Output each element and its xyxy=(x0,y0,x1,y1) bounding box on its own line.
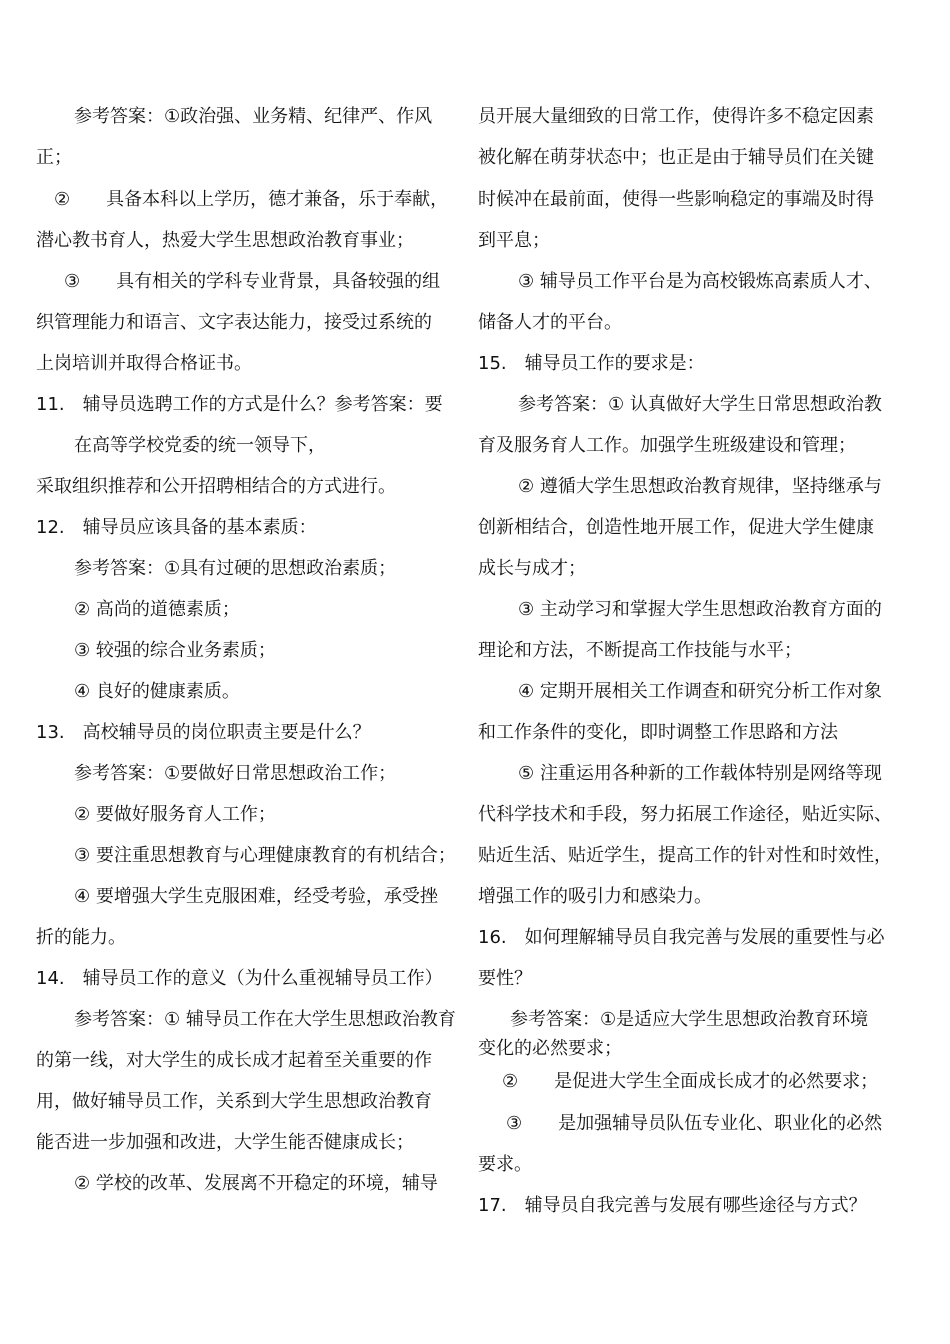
text-line: 用，做好辅导员工作，关系到大学生思想政治教育 xyxy=(36,1091,432,1112)
text-line: 潜心教书育人，热爱大学生思想政治教育事业； xyxy=(36,230,414,251)
text-line: 被化解在萌芽状态中；也正是由于辅导员们在关键 xyxy=(478,147,874,168)
text-line: 时候冲在最前面，使得一些影响稳定的事端及时得 xyxy=(478,189,874,210)
text-line: ③ 是加强辅导员队伍专业化、职业化的必然 xyxy=(506,1113,883,1134)
text-line: 代科学技术和手段，努力拓展工作途径，贴近实际、 xyxy=(478,804,892,825)
text-line: ③ 要注重思想教育与心理健康教育的有机结合； xyxy=(74,845,456,866)
text-line: 员开展大量细致的日常工作，使得许多不稳定因素 xyxy=(478,106,874,127)
text-line: 储备人才的平台。 xyxy=(478,312,622,333)
text-line: ③ 辅导员工作平台是为高校锻炼高素质人才、 xyxy=(518,271,882,292)
text-line: 正； xyxy=(36,147,72,168)
text-line: 参考答案：① 辅导员工作在大学生思想政治教育 xyxy=(74,1009,456,1030)
text-line: ② 遵循大学生思想政治教育规律，坚持继承与 xyxy=(518,476,882,497)
text-line: ④ 定期开展相关工作调查和研究分析工作对象 xyxy=(518,681,882,702)
question-heading: 16. 如何理解辅导员自我完善与发展的重要性与必 xyxy=(478,927,885,948)
text-line: 创新相结合，创造性地开展工作，促进大学生健康 xyxy=(478,517,874,538)
text-line: ② 高尚的道德素质； xyxy=(74,599,240,620)
text-line: ② 是促进大学生全面成长成才的必然要求； xyxy=(502,1071,879,1092)
text-line: 参考答案：① 认真做好大学生日常思想政治教 xyxy=(518,394,882,415)
text-line: 贴近生活、贴近学生，提高工作的针对性和时效性， xyxy=(478,845,892,866)
text-line: 参考答案：①是适应大学生思想政治教育环境 xyxy=(510,1009,869,1030)
text-line: ⑤ 注重运用各种新的工作载体特别是网络等现 xyxy=(518,763,882,784)
text-line: 到平息； xyxy=(478,230,550,251)
text-line: 上岗培训并取得合格证书。 xyxy=(36,353,252,374)
text-line: 理论和方法，不断提高工作技能与水平； xyxy=(478,640,802,661)
text-line: ③ 较强的综合业务素质； xyxy=(74,640,276,661)
text-line: ② 具备本科以上学历，德才兼备，乐于奉献， xyxy=(54,189,449,210)
text-line: 要求。 xyxy=(478,1154,532,1175)
text-line: 在高等学校党委的统一领导下， xyxy=(74,435,326,456)
question-heading: 11. 辅导员选聘工作的方式是什么？参考答案：要 xyxy=(36,394,443,415)
text-line: ③ 具有相关的学科专业背景，具备较强的组 xyxy=(64,271,441,292)
text-line: 织管理能力和语言、文字表达能力，接受过系统的 xyxy=(36,312,432,333)
question-heading: 12. 辅导员应该具备的基本素质： xyxy=(36,517,317,538)
text-line: 参考答案：①政治强、业务精、纪律严、作风 xyxy=(74,106,433,127)
text-line: ④ 良好的健康素质。 xyxy=(74,681,240,702)
text-line: 参考答案：①具有过硬的思想政治素质； xyxy=(74,558,397,579)
text-line: ② 学校的改革、发展离不开稳定的环境，辅导 xyxy=(74,1173,438,1194)
text-line: 折的能力。 xyxy=(36,927,126,948)
text-line: 参考答案：①要做好日常思想政治工作； xyxy=(74,763,397,784)
text-line: 和工作条件的变化，即时调整工作思路和方法 xyxy=(478,722,838,743)
text-line: 的第一线，对大学生的成长成才起着至关重要的作 xyxy=(36,1050,432,1071)
text-line: 要性？ xyxy=(478,968,532,989)
text-line: ④ 要增强大学生克服困难，经受考验，承受挫 xyxy=(74,886,438,907)
question-heading: 15. 辅导员工作的要求是： xyxy=(478,353,705,374)
text-line: 育及服务育人工作。加强学生班级建设和管理； xyxy=(478,435,856,456)
text-line: ③ 主动学习和掌握大学生思想政治教育方面的 xyxy=(518,599,882,620)
text-line: 增强工作的吸引力和感染力。 xyxy=(478,886,712,907)
question-heading: 14. 辅导员工作的意义（为什么重视辅导员工作） xyxy=(36,968,443,989)
question-heading: 17. 辅导员自我完善与发展有哪些途径与方式？ xyxy=(478,1195,867,1216)
question-heading: 13. 高校辅导员的岗位职责主要是什么？ xyxy=(36,722,371,743)
text-line: ② 要做好服务育人工作； xyxy=(74,804,276,825)
text-line: 能否进一步加强和改进，大学生能否健康成长； xyxy=(36,1132,414,1153)
text-line: 采取组织推荐和公开招聘相结合的方式进行。 xyxy=(36,476,396,497)
text-line: 变化的必然要求； xyxy=(478,1038,622,1059)
text-line: 成长与成才； xyxy=(478,558,586,579)
